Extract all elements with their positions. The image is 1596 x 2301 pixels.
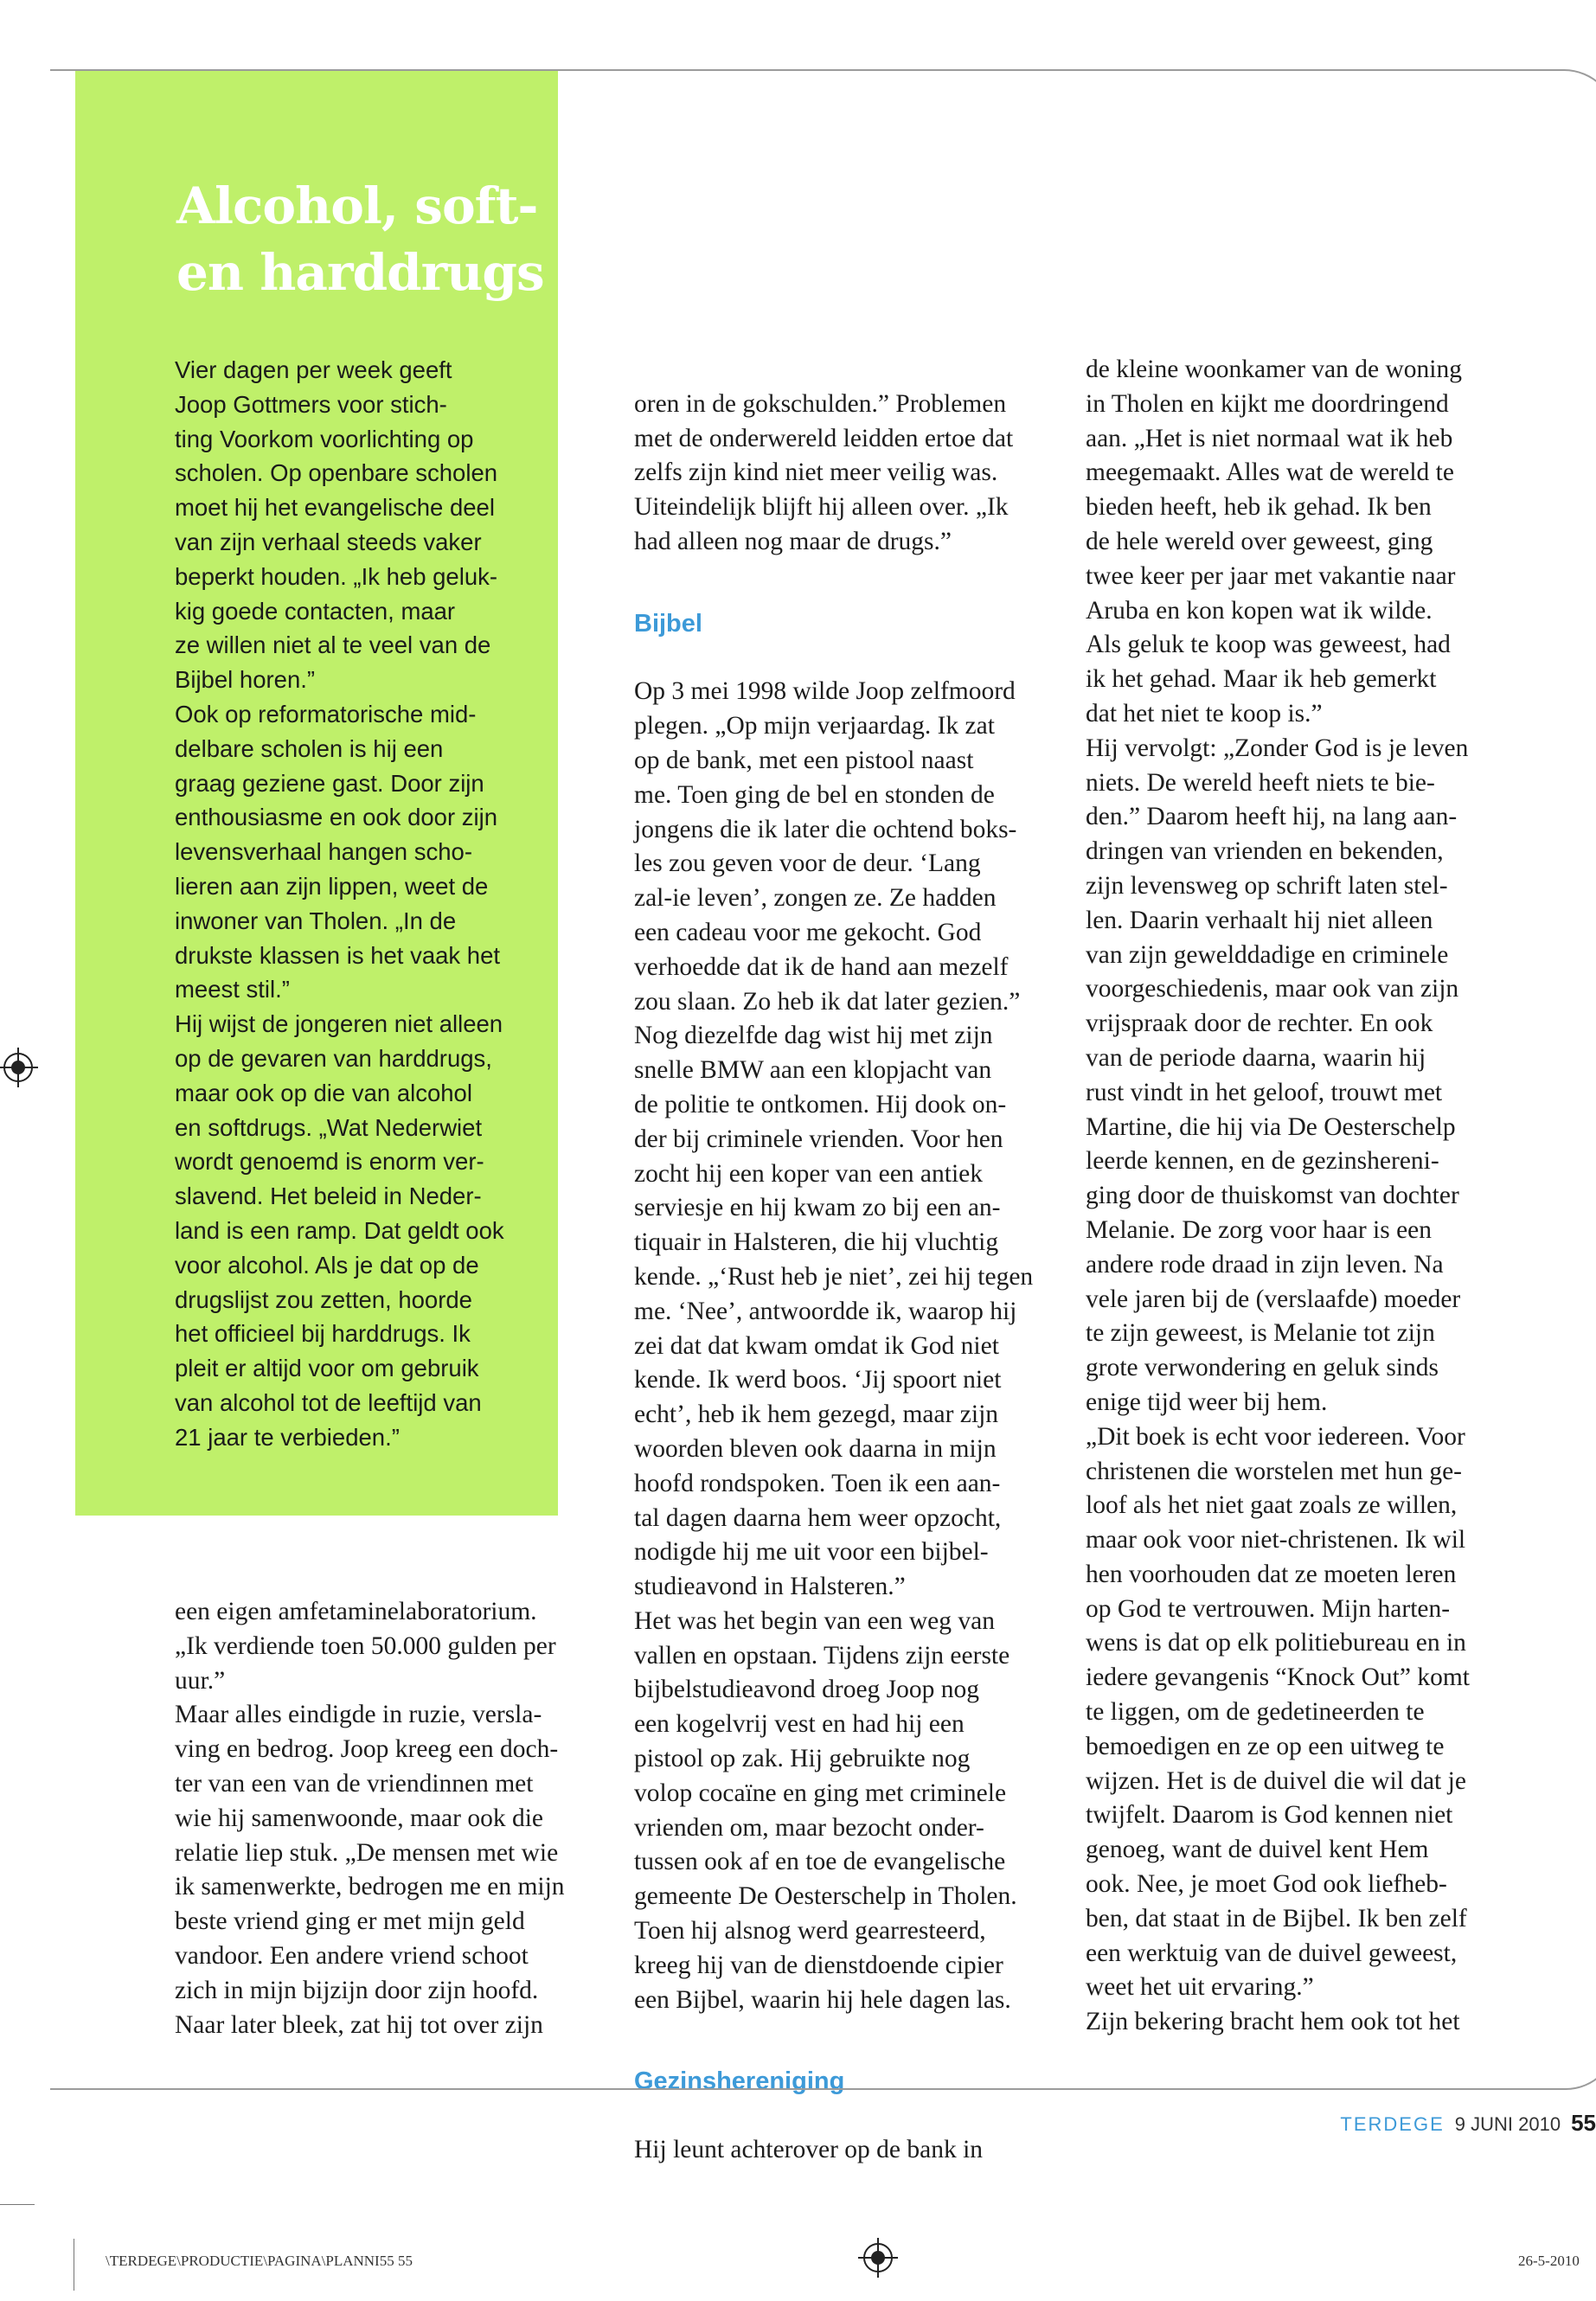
top-corner-rule bbox=[1495, 69, 1596, 123]
bottom-rule bbox=[50, 2088, 1538, 2090]
sidebar-title: Alcohol, soft- en harddrugs bbox=[176, 176, 544, 302]
heading-gezinshereniging: Gezinshereniging bbox=[634, 2067, 845, 2096]
article-column-3: de kleine woonkamer van de woning in Tholen en kijkt me doordringend aan. „Het is niet normaal wat ik heb meegemaakt. Alles wat de wereld te bieden heeft, heb ik gehad. Ik ben de hele wereld over geweest, ging twee keer per jaar met vakantie naar Aruba en kon kopen wat ik wilde. Als geluk te koop was geweest, had ik het gehad. Maar ik heb gemerkt dat het niet te koop is.” Hij vervolgt: „Zonder God is je leven niets. De wereld heeft niets te bie- den.” Daarom heeft hij, na lang aan- dringen van vrienden en bekenden, zijn levensweg op schrift laten stel- len. Daarin verhaalt hij niet alleen van zijn gewelddadige en criminele voorgeschiedenis, maar ook van zijn vrijspraak door de rechter. En ook van de periode daarna, waarin hij rust vindt in het geloof, trouwt met Martine, die hij via De Oesterschelp leerde kennen, en de gezinshereni- ging door de thuiskomst van dochter Melanie. De zorg voor haar is een andere rode draad in zijn leven. Na vele jaren bij de (verslaafde) moeder te zijn geweest, is Melanie tot zijn grote verwondering en geluk sinds enige tijd weer bij hem. „Dit boek is echt voor iedereen. Voor christenen die worstelen met hun ge- loof als het niet gaat zoals ze willen, maar ook voor niet-christenen. Ik wil hen voorhouden dat ze moeten leren op God te vertrouwen. Mijn harten- wens is dat op elk politiebureau en in iedere gevangenis “Knock Out” komt te liggen, om de gedetineerden te bemoedigen en ze op een uitweg te wijzen. Het is de duivel die wil dat je twijfelt. Daarom is God kennen niet genoeg, want de duivel kent Hem ook. Nee, je moet God ook liefheb- ben, dat staat in de Bijbel. Ik ben zelf een werktuig van de duivel geweest, weet het uit ervaring.” Zijn bekering bracht hem ook tot het bbox=[1086, 356, 1470, 2036]
article-column-2 bbox=[634, 353, 1084, 2202]
slug-date: 26-5-2010 bbox=[1518, 2253, 1580, 2269]
sidebar-text: Vier dagen per week geeft Joop Gottmers voor stich- ting Voorkom voorlichting op scholen. Op openbare scholen moet hij het evangelische deel van zijn verhaal steeds vaker beperkt houden. „Ik heb geluk- kig goede contacten, maar ze willen niet al te veel van de Bijbel horen.” Ook op reformatorische mid- delbare scholen is hij een graag geziene gast. Door zijn enthousiasme en ook door zijn levensverhaal hangen scho- lieren aan zijn lippen, weet de inwoner van Tholen. „In de drukste klassen is het vaak het meest stil.” Hij wijst de jongeren niet alleen op de gevaren van harddrugs, maar ook op die van alcohol en softdrugs. „Wat Nederwiet wordt genoemd is enorm ver- slavend. Het beleid in Neder- land is een ramp. Dat geldt ook voor alcohol. Als je dat op de drugslijst zou zetten, hoorde het officieel bij harddrugs. Ik pleit er altijd voor om gebruik van alcohol tot de leeftijd van 21 jaar te verbieden.” bbox=[175, 356, 504, 1451]
article-column-1: een eigen amfetaminelaboratorium. „Ik verdiende toen 50.000 gulden per uur.” Maar alles eindigde in ruzie, versla- ving en bedrog. Joop kreeg een doch- ter van een van de vriendinnen met wie hij samenwoonde, maar ook die relatie liep stuk. „De mensen met wie ik samenwerkte, bedrogen me en mijn beste vriend ging er met mijn geld vandoor. Een andere vriend schoot zich in mijn bijzijn door zijn hoofd. Naar later bleek, zat hij tot over zijn bbox=[175, 1598, 565, 2039]
footer-date: 9 JUNI 2010 bbox=[1454, 2113, 1561, 2135]
crop-mark bbox=[0, 2204, 35, 2205]
bottom-corner-rule bbox=[1495, 2038, 1596, 2090]
footer-magazine: TERDEGE bbox=[1340, 2113, 1445, 2135]
page-footer bbox=[1340, 2107, 1596, 2138]
column-2-paragraph-2: Op 3 mei 1998 wilde Joop zelfmoord plegen. „Op mijn verjaardag. Ik zat op de bank, met een pistool naast me. Toen ging de bel en stonden de jongens die ik later die ochtend boks- les zou geven voor de deur. ‘Lang zal-ie leven’, zongen ze. Ze hadden een cadeau voor me gekocht. God verhoedde dat ik de hand aan mezelf zou slaan. Zo heb ik dat later gezien.” Nog diezelfde dag wist hij met zijn snelle BMW aan een klopjacht van de politie te ontkomen. Hij dook on- der bij criminele vrienden. Voor hen zocht hij een koper van een antiek serviesje en hij kwam zo bij een an- tiquair in Halsteren, die hij vluchtig kende. „‘Rust heb je niet’, zei hij tegen me. ‘Nee’, antwoordde ik, waarop hij zei dat dat kwam omdat ik God niet kende. Ik werd boos. ‘Jij spoort niet echt’, heb ik hem gezegd, maar zijn woorden bleven ook daarna in mijn hoofd rondspoken. Toen ik een aan- tal dagen daarna hem weer opzocht, nodigde hij me uit voor een bijbel- studieavond in Halsteren.” Het was het begin van een weg van vallen en opstaan. Tijdens zijn eerste bijbelstudieavond droeg Joop nog een kogelvrij vest en had hij een pistool op zak. Hij gebruikte nog volop cocaïne en ging met criminele vrienden om, maar bezocht onder- tussen ook af en toe de evangelische gemeente De Oesterschelp in Tholen. Toen hij alsnog werd gearresteerd, kreeg hij van de dienstdoende cipier een Bijbel, waarin hij hele dagen las. bbox=[634, 677, 1034, 2014]
heading-bijbel: Bijbel bbox=[634, 609, 702, 638]
footer-page-number: 55 bbox=[1571, 2110, 1596, 2136]
registration-mark-icon bbox=[3, 1053, 33, 1082]
column-2-paragraph-1: oren in de gokschulden.” Problemen met de onderwereld leidden ertoe dat zelfs zijn kind niet meer veilig was. Uiteindelijk blijft hij alleen over. „Ik had alleen nog maar de drugs.” bbox=[634, 389, 1014, 555]
slug-file-path: \TERDEGE\PRODUCTIE\PAGINA\PLANNI55 55 bbox=[106, 2253, 413, 2269]
registration-mark-icon bbox=[863, 2243, 893, 2272]
column-2-paragraph-3: Hij leunt achterover op de bank in bbox=[634, 2136, 984, 2164]
